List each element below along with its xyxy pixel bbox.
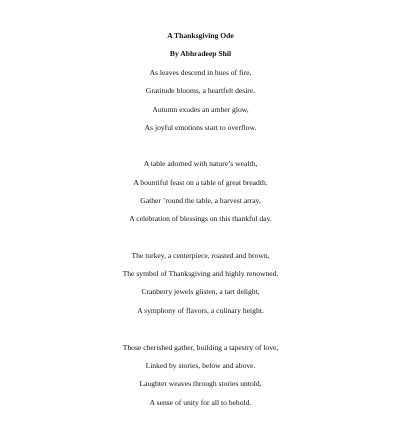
poem-line: A celebration of blessings on this thankful day.: [129, 214, 272, 223]
poem-line: As leaves descend in hues of fire,: [149, 68, 252, 77]
poem-line: Linked by stories, below and above.: [145, 361, 256, 370]
poem-line: Autumn exudes an amber glow,: [152, 105, 249, 114]
poem-line: A bountiful feast on a table of great breadth.: [133, 178, 268, 187]
poem-line: The turkey, a centerpiece, roasted and brown,: [131, 251, 270, 260]
poem-line: A sense of unity for all to behold.: [149, 398, 252, 407]
poem-line: A symphony of flavors, a culinary height.: [137, 306, 264, 315]
poem-line: Gather ’round the table, a harvest array,: [140, 196, 261, 205]
poem-line: Gratitude blooms, a heartfelt desire.: [145, 86, 256, 95]
poem-line: A table adorned with nature’s wealth,: [143, 159, 258, 168]
poem-title: A Thanksgiving Ode: [167, 31, 234, 40]
poem-line: Laughter weaves through stories untold,: [139, 379, 262, 388]
poem-line: Cranberry jewels glisten, a tart delight,: [141, 287, 260, 296]
poem-line: Those cherished gather, building a tapestry of love,: [122, 343, 279, 352]
poem-author: By Abhradeep Shil: [169, 49, 232, 58]
poem-line: The symbol of Thanksgiving and highly renowned.: [122, 269, 279, 278]
poem-line: As joyful emotions start to overflow.: [144, 123, 257, 132]
